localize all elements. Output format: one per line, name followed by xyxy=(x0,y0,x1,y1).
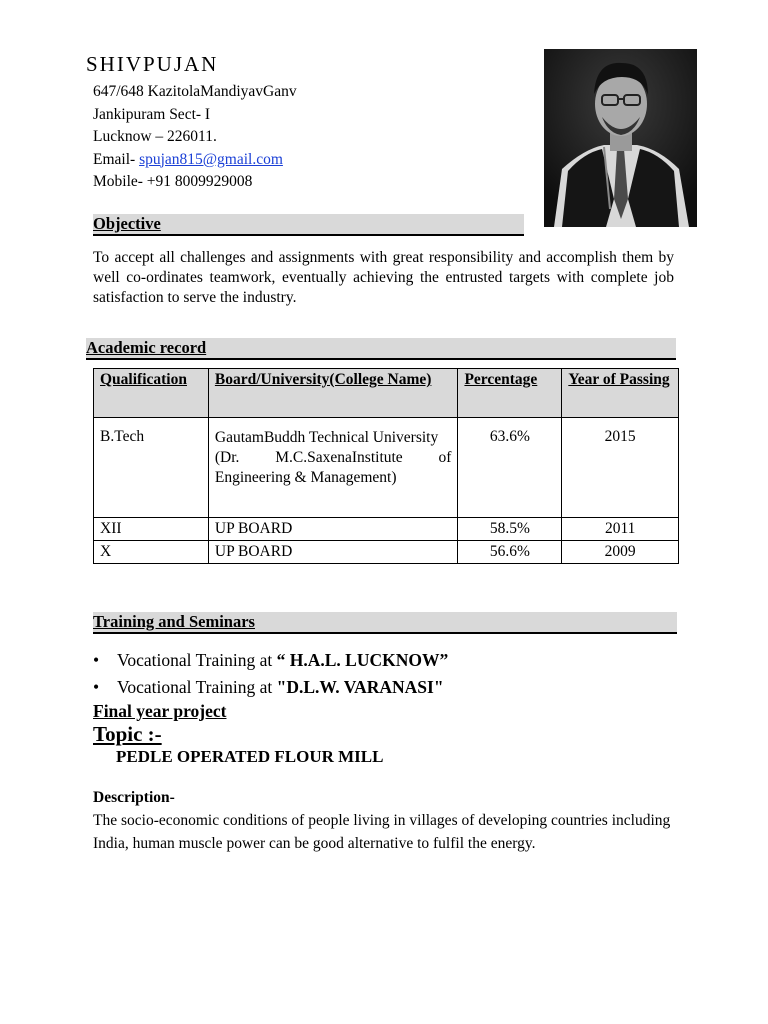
table-cell: 56.6% xyxy=(458,541,562,564)
table-cell: 58.5% xyxy=(458,518,562,541)
column-header-text: Year of Passing xyxy=(568,371,670,388)
email-link[interactable]: spujan815@gmail.com xyxy=(139,150,283,168)
board-note: (Dr. M.C.SaxenaInstitute of Engineering & Management) xyxy=(214,449,452,486)
list-item xyxy=(93,677,444,698)
training-prefix: Vocational Training at xyxy=(117,677,277,697)
training-place: “ H.A.L. LUCKNOW” xyxy=(276,650,449,670)
table-row xyxy=(94,518,679,541)
board-name: GautamBuddh Technical University xyxy=(214,429,439,446)
bullet-icon: • xyxy=(93,650,100,670)
column-header: Board/University(College Name) xyxy=(208,369,458,418)
description-label: Description- xyxy=(93,789,175,806)
table-cell: 2015 xyxy=(562,418,679,518)
table-row xyxy=(94,418,679,518)
table-row xyxy=(94,541,679,564)
table-cell xyxy=(208,418,458,518)
table-cell: 63.6% xyxy=(458,418,562,518)
objective-text: To accept all challenges and assignments with great responsibility and accomplish them by well co-ordinates teamwork, eventually achieving the entrusted targets with complete job satisfaction to serve the industry. xyxy=(93,249,674,306)
table-cell: 2011 xyxy=(562,518,679,541)
address-line-2: Jankipuram Sect- I xyxy=(93,105,211,123)
topic-label: Topic :- xyxy=(93,722,162,746)
project-topic: PEDLE OPERATED FLOUR MILL xyxy=(116,747,384,766)
academic-table xyxy=(93,368,679,564)
project-heading: Final year project xyxy=(93,701,227,721)
candidate-name: SHIVPUJAN xyxy=(86,52,219,76)
objective-heading-text: Objective xyxy=(93,214,161,233)
address-line-3: Lucknow – 226011. xyxy=(93,128,217,145)
training-heading xyxy=(93,612,677,634)
column-header xyxy=(562,369,679,418)
profile-photo xyxy=(544,49,697,227)
table-cell: UP BOARD xyxy=(208,518,458,541)
table-cell: B.Tech xyxy=(94,418,209,518)
training-prefix: Vocational Training at xyxy=(117,650,277,670)
table-cell: XII xyxy=(94,518,209,541)
training-heading-text: Training and Seminars xyxy=(93,612,255,631)
table-header-row xyxy=(94,369,679,418)
training-place: "D.L.W. VARANASI" xyxy=(276,677,444,697)
contact-block xyxy=(93,81,297,194)
project-description: The socio-economic conditions of people living in villages of developing countries including India, human muscle power can be good alternative to fulfil the energy. xyxy=(93,812,671,852)
mobile-line: Mobile- +91 8009929008 xyxy=(93,173,253,190)
academic-heading xyxy=(86,338,676,360)
column-header: Percentage xyxy=(458,369,562,418)
table-cell: 2009 xyxy=(562,541,679,564)
list-item xyxy=(93,650,448,671)
academic-heading-text: Academic record xyxy=(86,338,207,357)
table-cell: X xyxy=(94,541,209,564)
bullet-icon: • xyxy=(93,677,100,697)
table-cell: UP BOARD xyxy=(208,541,458,564)
address-line-1: 647/648 KazitolaMandiyavGanv xyxy=(93,83,297,100)
column-header: Qualification xyxy=(94,369,209,418)
email-line xyxy=(93,149,297,172)
email-label: Email- xyxy=(93,150,140,168)
objective-heading xyxy=(93,214,524,236)
